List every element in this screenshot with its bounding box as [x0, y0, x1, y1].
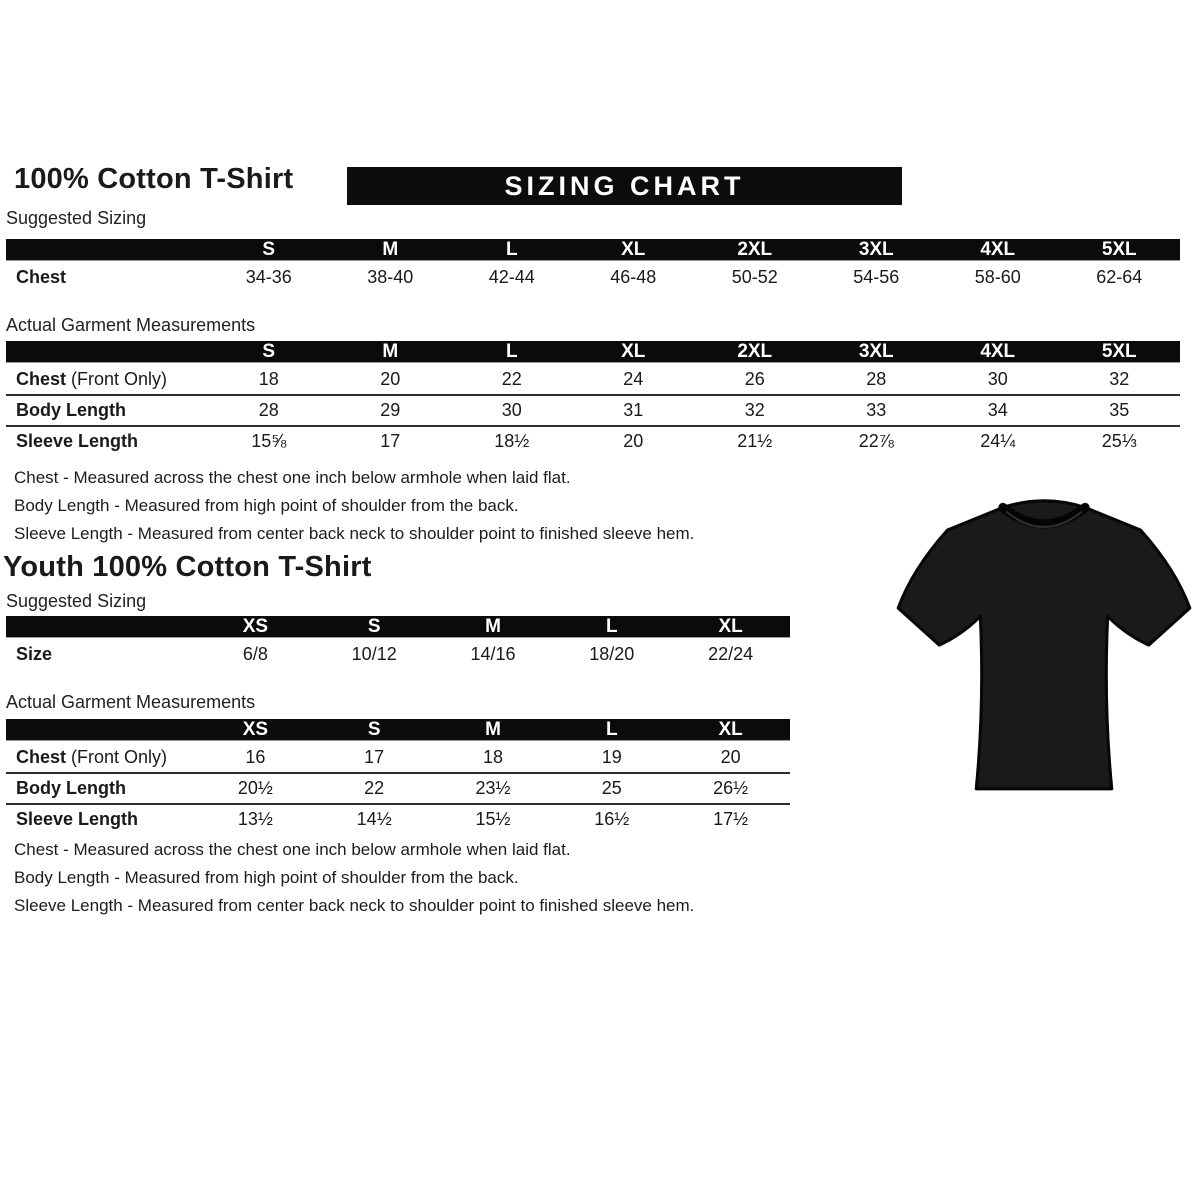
cell-value: 21½: [737, 431, 773, 451]
column-header: 4XL: [980, 340, 1016, 362]
cell-value: 14/16: [470, 644, 516, 664]
youth-measurement-notes: [14, 836, 694, 920]
cell-value: 30: [987, 369, 1008, 389]
tshirt-product-image: [890, 477, 1198, 809]
cell-value: 22/24: [708, 644, 754, 664]
row-label: Chest: [16, 267, 67, 287]
cell-value: 20: [623, 431, 644, 451]
cell-value: 17: [364, 747, 385, 767]
cell-value: 23½: [475, 778, 511, 798]
cell-value: 38-40: [367, 267, 414, 287]
cell-value: 13½: [237, 809, 273, 829]
cell-value: 34: [987, 400, 1008, 420]
cell-value: 17: [380, 431, 401, 451]
column-header: 4XL: [980, 238, 1016, 260]
cell-value: 22: [501, 369, 522, 389]
cell-value: 26: [744, 369, 765, 389]
cell-value: 18/20: [589, 644, 635, 664]
column-header: L: [505, 340, 518, 362]
table-row: [6, 365, 1180, 396]
cell-value: 31: [623, 400, 644, 420]
youth-section-title: Youth 100% Cotton T-Shirt: [3, 551, 372, 583]
column-header: 5XL: [1101, 238, 1137, 260]
column-header: M: [382, 340, 399, 362]
table-header-row: [6, 239, 1180, 261]
cell-value: 18: [482, 747, 503, 767]
row-label: Body Length: [16, 400, 126, 420]
cell-value: 16: [245, 747, 266, 767]
cell-value: 26½: [713, 778, 749, 798]
black-tshirt-graphic: [890, 477, 1198, 809]
cell-value: 14½: [356, 809, 392, 829]
cell-value: 20: [720, 747, 741, 767]
column-header: XS: [242, 615, 269, 637]
cell-value: 24: [623, 369, 644, 389]
column-header: S: [367, 615, 381, 637]
tshirt-body-shape: [898, 501, 1190, 789]
sizing-chart-banner: SIZING CHART: [347, 167, 902, 205]
column-header: XS: [242, 718, 269, 740]
row-label: Sleeve Length: [16, 431, 139, 451]
cell-value: 28: [866, 369, 887, 389]
measurement-note-line: Body Length - Measured from high point of shoulder from the back.: [14, 496, 519, 515]
column-header: XL: [718, 615, 743, 637]
cell-value: 10/12: [351, 644, 397, 664]
cell-value: 30: [501, 400, 522, 420]
cell-value: 25⅓: [1101, 431, 1137, 451]
cell-value: 32: [1109, 369, 1130, 389]
column-header: XL: [621, 238, 646, 260]
measurement-note-line: Chest - Measured across the chest one inch below armhole when laid flat.: [14, 840, 571, 859]
cell-value: 33: [866, 400, 887, 420]
column-header: L: [505, 238, 518, 260]
cell-value: 22: [364, 778, 385, 798]
row-label: Chest (Front Only): [16, 369, 168, 389]
table-row: [6, 805, 790, 834]
cell-value: 32: [744, 400, 765, 420]
table-row: [6, 774, 790, 805]
column-header: L: [605, 718, 618, 740]
cell-value: 34-36: [245, 267, 292, 287]
adult-section-title: 100% Cotton T-Shirt: [14, 163, 294, 195]
column-header: L: [605, 615, 618, 637]
table-row: [6, 427, 1180, 456]
table-header-row: [6, 616, 790, 638]
column-header: S: [262, 340, 276, 362]
table-row: [6, 263, 1180, 292]
table-row: [6, 396, 1180, 427]
youth-actual-measurements-table: [6, 719, 790, 834]
cell-value: 18½: [494, 431, 530, 451]
cell-value: 20: [380, 369, 401, 389]
cell-value: 42-44: [488, 267, 535, 287]
table-row: [6, 743, 790, 774]
cell-value: 6/8: [242, 644, 268, 664]
column-header: 2XL: [737, 340, 773, 362]
row-label: Body Length: [16, 778, 126, 798]
measurement-note-line: Body Length - Measured from high point of shoulder from the back.: [14, 868, 519, 887]
cell-value: 54-56: [853, 267, 900, 287]
cell-value: 15½: [475, 809, 511, 829]
table-row: [6, 640, 790, 669]
column-header: XL: [718, 718, 743, 740]
measurement-note-line: Chest - Measured across the chest one inch below armhole when laid flat.: [14, 468, 571, 487]
cell-value: 20½: [237, 778, 273, 798]
column-header: XL: [621, 340, 646, 362]
youth-suggested-sizing-label: Suggested Sizing: [6, 591, 147, 611]
column-header: M: [382, 238, 399, 260]
measurement-note-line: Sleeve Length - Measured from center back neck to shoulder point to finished sleeve hem.: [14, 524, 695, 543]
row-label: Chest (Front Only): [16, 747, 168, 767]
cell-value: 29: [380, 400, 401, 420]
column-header: 3XL: [858, 340, 894, 362]
youth-actual-measurements-label: Actual Garment Measurements: [6, 692, 256, 712]
cell-value: 35: [1109, 400, 1130, 420]
column-header: 5XL: [1101, 340, 1137, 362]
cell-value: 46-48: [610, 267, 657, 287]
cell-value: 16½: [594, 809, 630, 829]
column-header: 3XL: [858, 238, 894, 260]
youth-suggested-sizing-table: [6, 616, 790, 669]
cell-value: 24¼: [980, 431, 1016, 451]
table-header-row: [6, 341, 1180, 363]
cell-value: 50-52: [731, 267, 778, 287]
cell-value: 19: [601, 747, 622, 767]
row-label: Size: [16, 644, 53, 664]
measurement-note-line: Sleeve Length - Measured from center back neck to shoulder point to finished sleeve hem.: [14, 896, 695, 915]
cell-value: 58-60: [974, 267, 1021, 287]
column-header: S: [367, 718, 381, 740]
cell-value: 22⅞: [858, 431, 894, 451]
column-header: M: [485, 615, 501, 637]
cell-value: 18: [258, 369, 279, 389]
adult-suggested-sizing-table: [6, 239, 1180, 292]
adult-actual-measurements-table: [6, 341, 1180, 456]
column-header: M: [485, 718, 501, 740]
cell-value: 62-64: [1096, 267, 1143, 287]
row-label: Sleeve Length: [16, 809, 139, 829]
adult-actual-measurements-label: Actual Garment Measurements: [6, 315, 256, 335]
adult-measurement-notes: [14, 464, 694, 548]
adult-suggested-sizing-label: Suggested Sizing: [6, 208, 147, 228]
cell-value: 28: [258, 400, 279, 420]
column-header: S: [262, 238, 276, 260]
cell-value: 15⅝: [251, 431, 287, 451]
column-header: 2XL: [737, 238, 773, 260]
table-header-row: [6, 719, 790, 741]
cell-value: 25: [601, 778, 622, 798]
cell-value: 17½: [713, 809, 749, 829]
